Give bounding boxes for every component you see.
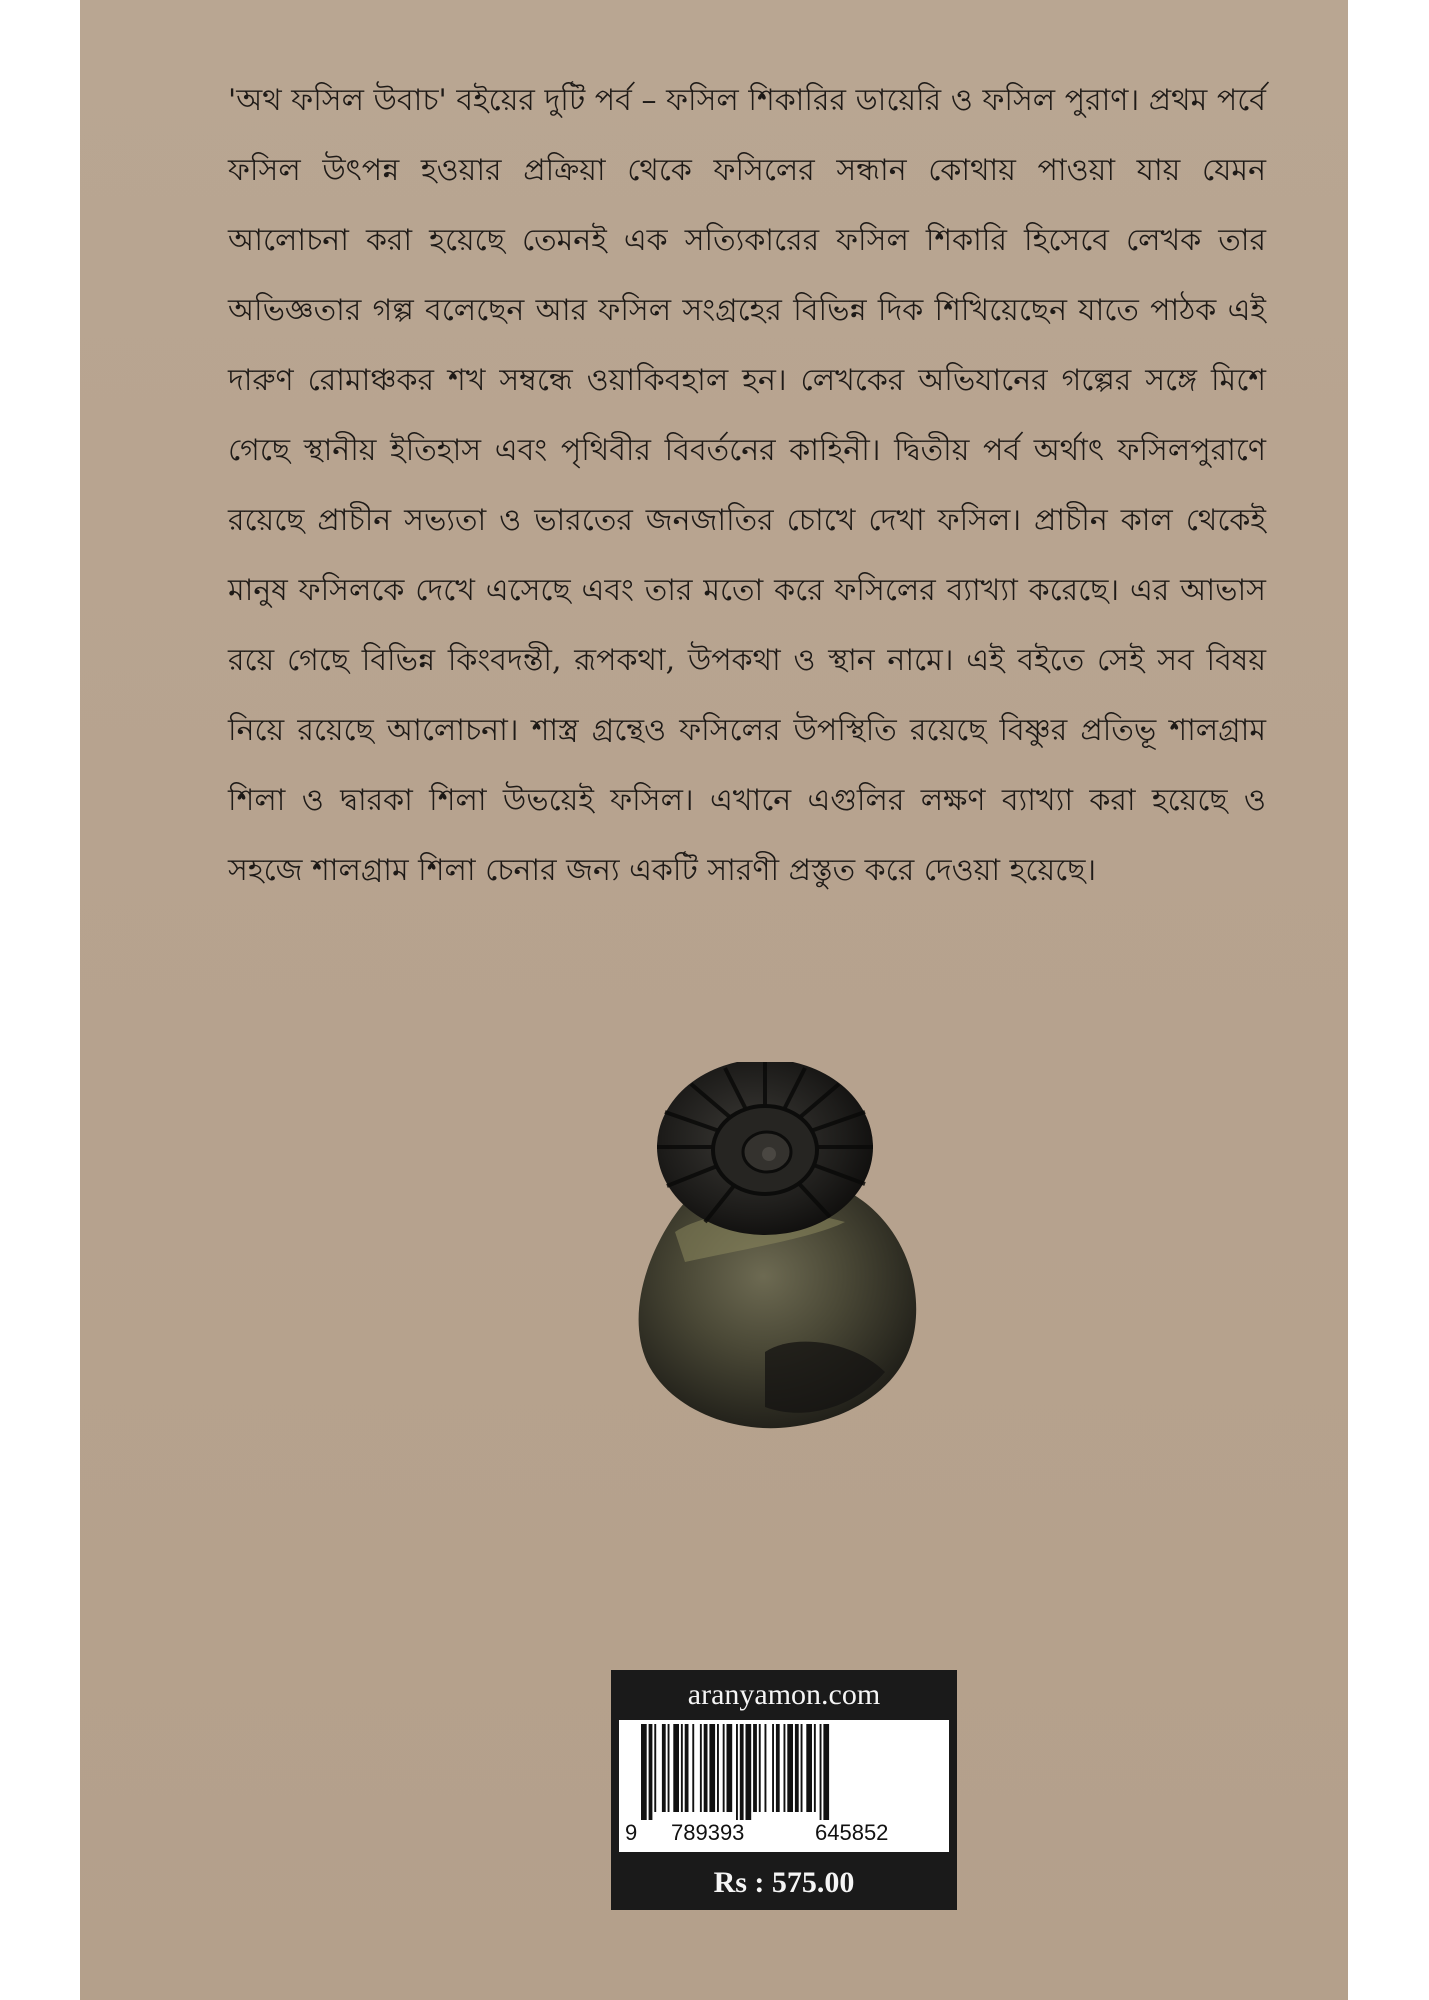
barcode-bar [795, 1724, 799, 1812]
barcode-bar [723, 1724, 725, 1812]
barcode-bar [717, 1724, 719, 1812]
barcode-bar [814, 1724, 816, 1812]
barcode-bar [784, 1724, 786, 1812]
barcode-bar [736, 1724, 738, 1820]
barcode-bar [662, 1724, 666, 1812]
barcode-bar [806, 1724, 812, 1812]
barcode-panel [611, 1670, 957, 1910]
isbn-prefix-digit: 9 [625, 1820, 638, 1845]
price-label: Rs : 575.00 [713, 1866, 855, 1899]
barcode-bars [619, 1720, 949, 1820]
barcode-bar [727, 1724, 733, 1812]
barcode-bar [772, 1724, 774, 1812]
barcode-bar [776, 1724, 780, 1812]
barcode-bar [740, 1724, 744, 1820]
barcode-bar [801, 1724, 803, 1812]
barcode-bar [681, 1724, 683, 1812]
barcode-bar [649, 1724, 653, 1820]
isbn-left-group: 789393 [671, 1820, 745, 1845]
isbn-barcode [619, 1720, 949, 1852]
barcode-bar [820, 1724, 822, 1820]
barcode-bar [765, 1724, 767, 1812]
barcode-bar [787, 1724, 793, 1812]
publisher-website: aranyamon.com [687, 1678, 881, 1711]
barcode-bar [759, 1724, 761, 1812]
barcode-bar [692, 1724, 694, 1812]
ammonite-shell [657, 1062, 873, 1235]
barcode-bar [753, 1724, 757, 1812]
isbn-right-group: 645852 [815, 1820, 889, 1845]
ammonite-fossil-image [615, 1062, 945, 1432]
barcode-bar [654, 1724, 656, 1812]
barcode-bar [700, 1724, 702, 1812]
barcode-bar [704, 1724, 708, 1812]
back-cover [80, 0, 1348, 2000]
barcode-bar [673, 1724, 679, 1812]
barcode-bar [668, 1724, 670, 1812]
barcode-bar [641, 1724, 647, 1820]
barcode-bar [709, 1724, 715, 1812]
barcode-bar [746, 1724, 752, 1820]
barcode-bar [823, 1724, 829, 1820]
barcode-bar [685, 1724, 689, 1812]
book-blurb: 'অথ ফসিল উবাচ' বইয়ের দুটি পর্ব – ফসিল শিকারির ডায়েরি ও ফসিল পুরাণ। প্রথম পর্বে ফসিল উৎপন্ন হওয়ার প্রক্রিয়া থেকে ফসিলের সন্ধান কোথায় পাওয়া যায় যেমন আলোচনা করা হয়েছে তেমনই এক সত্যিকারের ফসিল শিকারি হিসেবে লেখক তার অভিজ্ঞতার গল্প বলেছেন আর ফসিল সংগ্রহের বিভিন্ন দিক শিখিয়েছেন যাতে পাঠক এই দারুণ রোমাঞ্চকর শখ সম্বন্ধে ওয়াকিবহাল হন। লেখকের অভিযানের গল্পের সঙ্গে মিশে গেছে স্থানীয় ইতিহাস এবং পৃথিবীর বিবর্তনের কাহিনী। দ্বিতীয় পর্ব অর্থাৎ ফসিলপুরাণে রয়েছে প্রাচীন সভ্যতা ও ভারতের জনজাতির চোখে দেখা ফসিল। প্রাচীন কাল থেকেই মানুষ ফসিলকে দেখে এসেছে এবং তার মতো করে ফসিলের ব্যাখ্যা করেছে। এর আভাস রয়ে গেছে বিভিন্ন কিংবদন্তী, রূপকথা, উপকথা ও স্থান নামে। এই বইতে সেই সব বিষয় নিয়ে রয়েছে আলোচনা। শাস্ত্র গ্রন্থেও ফসিলের উপস্থিতি রয়েছে বিষ্ণুর প্রতিভূ শালগ্রাম শিলা ও দ্বারকা শিলা উভয়েই ফসিল। এখানে এগুলির লক্ষণ ব্যাখ্যা করা হয়েছে ও সহজে শালগ্রাম শিলা চেনার জন্য একটি সারণী প্রস্তুত করে দেওয়া হয়েছে। [228, 83, 1266, 888]
